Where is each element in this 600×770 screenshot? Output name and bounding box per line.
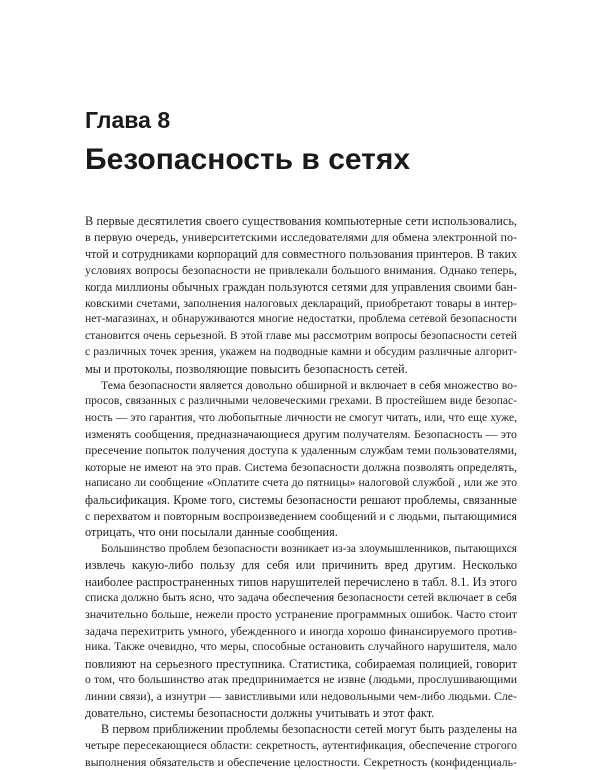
text-line: пресечение попыток получения доступа к удаленным службам теми пользователями, [85,443,517,458]
paragraph [85,541,517,721]
text-line: В первом приближении проблемы безопасности сетей могут быть разделены на [101,722,517,737]
text-line: В первые десятилетия своего существования компьютерные сети использовались, [85,214,517,228]
chapter-number: Глава 8 [85,107,171,133]
text-line: условиях вопросы безопасности не привлекали большого внимания. Однако теперь, [85,263,517,278]
text-line: о том, что большинство атак предпринимается не извне (людьми, прослушивающими [85,672,517,686]
text-line: ника. Также очевидно, что меры, способные остановить случайного нарушителя, мало [85,640,517,654]
text-line: довательно, системы безопасности должны учитывать и этот факт. [85,705,435,720]
text-line: повлияют на серьезного преступника. Статистика, собираемая полицией, говорит [85,656,517,671]
text-line: отрицать, что они посылали данные сообщения. [85,525,338,540]
text-line: списка должно быть ясно, что задача обеспечения безопасности сетей включает в себя [85,590,517,604]
chapter-body [85,213,517,770]
text-line: ность — это гарантия, что любопытные личности не смогут читать, или, что еще хуже, [85,410,517,424]
text-line: становится очень серьезной. В этой главе мы рассмотрим вопросы безопасности сетей [85,328,517,342]
text-line: нет-магазинах, и обнаруживаются многие недостатки, проблема сетевой безопасности [85,312,517,326]
text-line: Тема безопасности является довольно обширной и включает в себя множество во- [101,377,517,392]
text-line: наиболее распространенных типов нарушителей перечислено в табл. 8.1. Из этого [85,574,517,589]
text-line: ковскими счетами, заполнения налоговых деклараций, приобретают товары в интер- [85,295,517,310]
text-line: фальсификация. Кроме того, системы безопасности решают проблемы, связанные [85,492,517,507]
text-line: задача перехитрить умного, убежденного и иногда хорошо финансируемого против- [85,623,517,638]
text-line: мы и протоколы, позволяющие повысить безопасность сетей. [85,361,408,376]
text-line: в первую очередь, университетскими исследователями для обмена электронной по- [85,230,517,245]
paragraph [85,721,517,770]
text-line: просов, связанных с различными человеческими грехами. В простейшем виде безопас- [85,395,517,408]
paragraph [85,377,517,541]
text-line: изменять сообщения, предназначающиеся другим получателям. Безопасность — это [85,427,517,442]
text-line: с перехватом и повторным воспроизведением сообщений и с людьми, пытающимися [85,509,517,524]
text-line: когда миллионы обычных граждан пользуются сетями для управления своими бан- [85,279,517,294]
text-line: четыре пересекающиеся области: секретность, аутентификация, обеспечение строгого [85,738,517,752]
text-line: чтой и сотрудниками корпораций для совместного пользования принтеров. В таких [85,246,517,261]
text-line: Большинство проблем безопасности возникает из-за злоумышленников, пытающихся [101,542,517,555]
text-line: написано ли сообщение «Оплатите счета до пятницы» налоговой службой , или же это [85,476,517,490]
text-line: выполнения обязательств и обеспечение целостности. Секретность (конфиденциаль- [85,754,517,769]
text-line: значительно больше, нежели просто устранение программных ошибок. Часто стоит [85,607,517,622]
text-line: с различных точек зрения, укажем на подводные камни и обсудим различные алгорит- [85,345,517,359]
chapter-title: Безопасность в сетях [85,143,411,176]
paragraph [85,213,517,377]
text-line: извлечь какую-либо пользу для себя или причинить вред другим. Несколько [85,558,517,573]
text-line: линии связи), а изнутри — завистливыми или недовольными чем-либо людьми. Сле- [85,689,517,704]
text-line: которые не имеют на это прав. Система безопасности должна позволять определять, [85,459,517,474]
